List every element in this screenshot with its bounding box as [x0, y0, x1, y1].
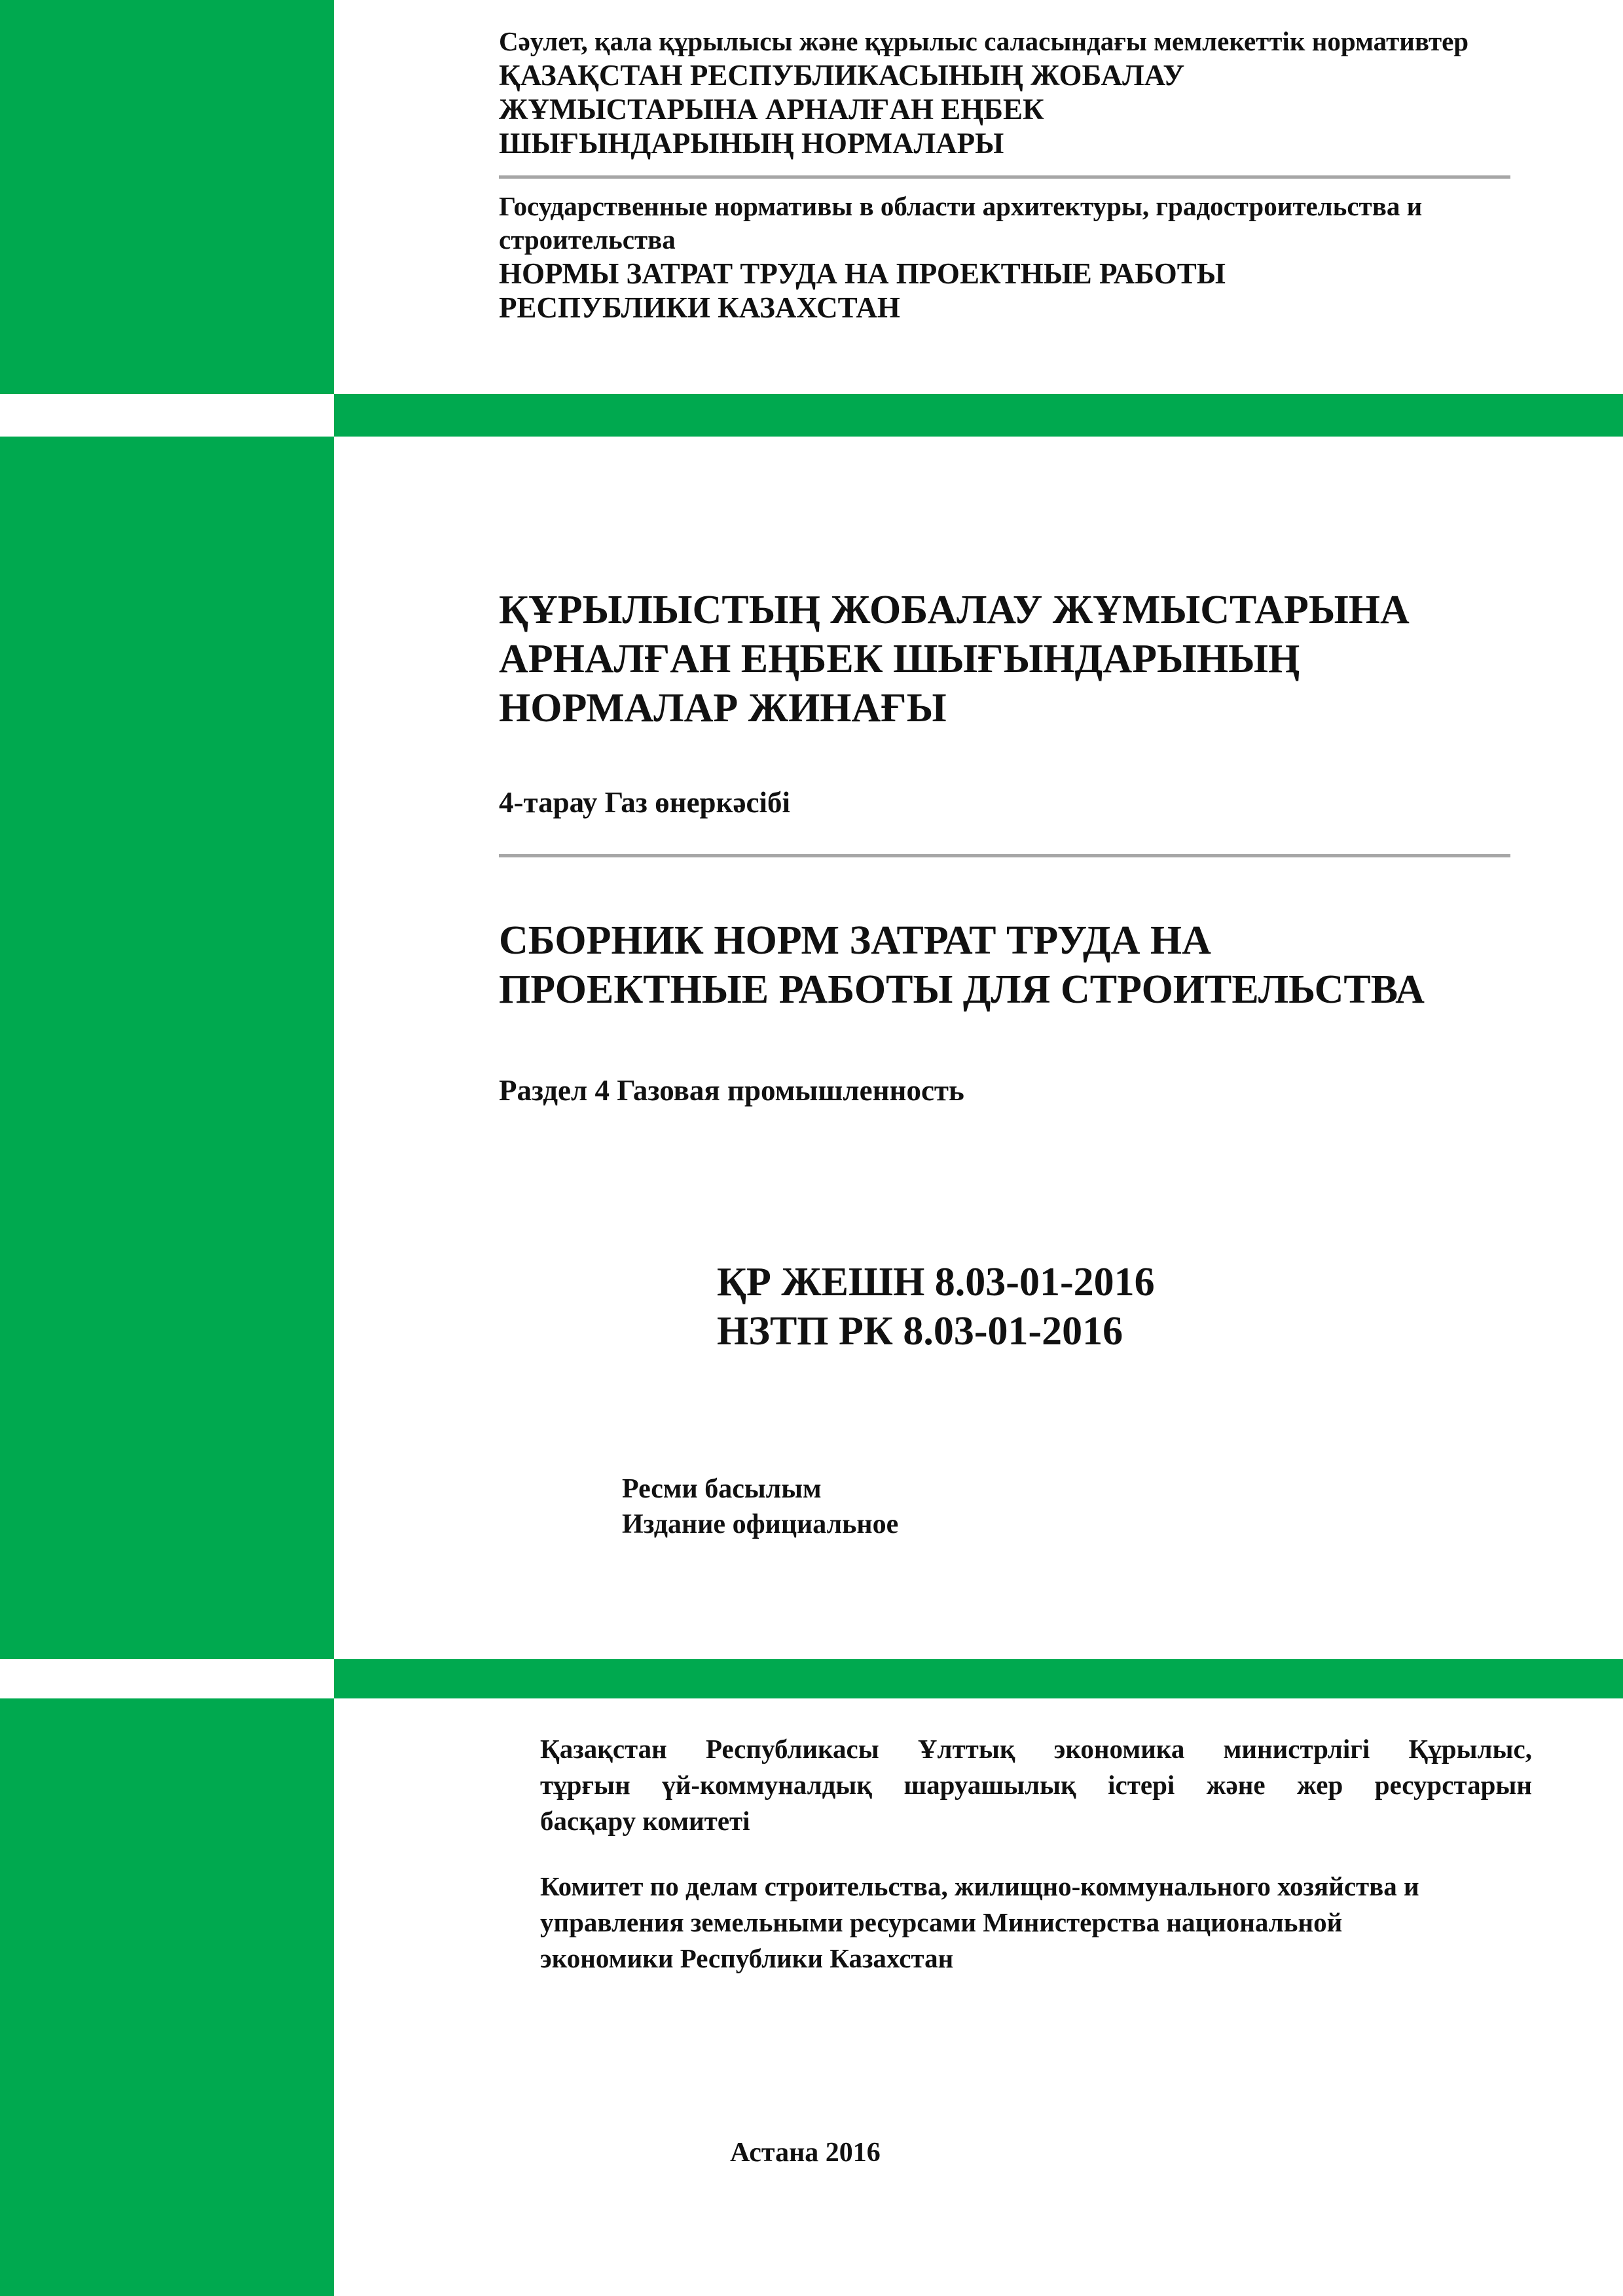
bottom-green-band	[334, 1659, 1623, 1698]
header-ru	[499, 190, 1422, 325]
org-ru-line1: Комитет по делам строительства, жилищно-коммунального хозяйства и	[540, 1871, 1419, 1901]
org-ru-line2: управления земельными ресурсами Министерства национальной	[540, 1907, 1343, 1937]
title-kk-line2: АРНАЛҒАН ЕҢБЕК ШЫҒЫНДАРЫНЫҢ	[499, 637, 1300, 681]
title-ru	[499, 916, 1425, 1014]
org-kk	[540, 1731, 1532, 1839]
code-ru: НЗТП РК 8.03-01-2016	[717, 1309, 1123, 1354]
footer-city-year: Астана 2016	[730, 2138, 881, 2168]
divider-middle	[499, 854, 1510, 857]
header-ru-line4: РЕСПУБЛИКИ КАЗАХСТАН	[499, 291, 900, 324]
header-kk	[499, 25, 1468, 160]
left-green-block-bottom	[0, 1698, 334, 2296]
org-ru-line3: экономики Республики Казахстан	[540, 1943, 954, 1973]
edition	[622, 1471, 898, 1542]
title-kk-line3: НОРМАЛАР ЖИНАҒЫ	[499, 686, 947, 730]
left-green-block-top	[0, 0, 334, 394]
title-kk-line1: ҚҰРЫЛЫСТЫҢ ЖОБАЛАУ ЖҰМЫСТАРЫНА	[499, 588, 1410, 632]
org-kk-line1: Қазақстан Республикасы Ұлттық экономика министрлігі Құрылыс,	[540, 1734, 1532, 1764]
top-green-band	[334, 394, 1623, 437]
header-kk-line4: ШЫҒЫНДАРЫНЫҢ НОРМАЛАРЫ	[499, 127, 1004, 160]
header-ru-line3: НОРМЫ ЗАТРАТ ТРУДА НА ПРОЕКТНЫЕ РАБОТЫ	[499, 257, 1226, 290]
edition-ru: Издание официальное	[622, 1509, 899, 1539]
section-ru: Раздел 4 Газовая промышленность	[499, 1074, 964, 1107]
header-kk-line1: Сәулет, қала құрылысы және құрылыс саласындағы мемлекеттік нормативтер	[499, 26, 1469, 56]
section-kk: 4-тарау Газ өнеркәсібі	[499, 786, 790, 819]
document-codes	[717, 1258, 1155, 1356]
edition-kk: Ресми басылым	[622, 1474, 822, 1504]
header-ru-line1: Государственные нормативы в области архитектуры, градостроительства и	[499, 191, 1423, 221]
header-kk-line2: ҚАЗАҚСТАН РЕСПУБЛИКАСЫНЫҢ ЖОБАЛАУ	[499, 59, 1185, 92]
org-ru	[540, 1869, 1419, 1977]
code-kk: ҚР ЖЕШН 8.03-01-2016	[717, 1260, 1155, 1304]
left-green-block-middle	[0, 437, 334, 1659]
title-ru-line2: ПРОЕКТНЫЕ РАБОТЫ ДЛЯ СТРОИТЕЛЬСТВА	[499, 967, 1425, 1012]
title-kk	[499, 586, 1410, 733]
divider-top	[499, 175, 1510, 179]
title-ru-line1: СБОРНИК НОРМ ЗАТРАТ ТРУДА НА	[499, 918, 1211, 963]
org-kk-line3: басқару комитеті	[540, 1806, 750, 1836]
org-kk-line2: тұрғын үй-коммуналдық шаруашылық істері және жер ресурстарын	[540, 1770, 1532, 1800]
header-ru-line2: строительства	[499, 224, 676, 255]
header-kk-line3: ЖҰМЫСТАРЫНА АРНАЛҒАН ЕҢБЕК	[499, 93, 1044, 126]
